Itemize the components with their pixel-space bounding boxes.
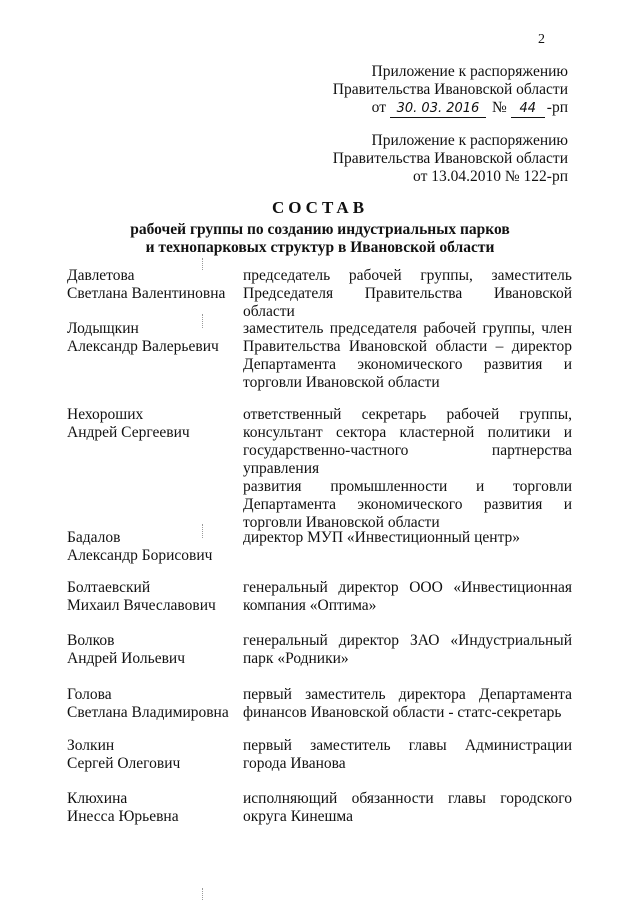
member-name-line: Михаил Вячеславович — [67, 597, 216, 614]
document-subtitle-line: рабочей группы по созданию индустриальных парков — [130, 221, 510, 238]
member-name — [67, 529, 243, 565]
member-role-line: первый заместитель главы Администрации — [243, 737, 572, 754]
member-name-line: Давлетова — [67, 267, 135, 284]
member-role-line: торговли Ивановской области — [243, 374, 440, 391]
member-role — [243, 267, 572, 321]
member-role-line: исполняющий обязанности главы городского — [243, 790, 572, 807]
member-role — [243, 686, 572, 722]
header-line: от 13.04.2010 № 122-рп — [413, 168, 568, 185]
from-label: от — [371, 99, 386, 116]
member-row — [67, 320, 572, 392]
member-role — [243, 579, 572, 615]
member-name-line: Александр Валерьевич — [67, 338, 219, 355]
member-role — [243, 320, 572, 392]
member-name-line: Инесса Юрьевна — [67, 808, 179, 825]
member-name — [67, 267, 243, 321]
member-name — [67, 579, 243, 615]
member-role-line: Департамента экономического развития и — [243, 356, 572, 373]
member-role-line: торговли Ивановской области — [243, 514, 440, 531]
member-name-line: Лодыщкин — [67, 320, 139, 337]
member-name-line: Нехороших — [67, 406, 144, 423]
scan-artifact — [202, 888, 204, 900]
document-subtitle-line: и технопарковых структур в Ивановской области — [145, 239, 495, 256]
member-row — [67, 686, 572, 722]
member-row — [67, 529, 572, 565]
member-row — [67, 267, 572, 321]
member-role-line: генеральный директор ЗАО «Индустриальный — [243, 632, 572, 649]
member-role-line: округа Кинешма — [243, 808, 354, 825]
member-role-line: директор МУП «Инвестиционный центр» — [243, 529, 521, 546]
member-role-line: ответственный секретарь рабочей группы, — [243, 406, 572, 423]
member-row — [67, 632, 572, 668]
member-role-line: генеральный директор ООО «Инвестиционная — [243, 579, 572, 596]
header-line: Приложение к распоряжению — [371, 63, 568, 80]
member-name-line: Светлана Валентиновна — [67, 285, 226, 302]
member-role-line: государственно-частного партнерства управления — [243, 442, 572, 477]
member-role — [243, 737, 572, 773]
member-role-line: Департамента экономического развития и — [243, 496, 572, 513]
scan-artifact — [202, 258, 204, 270]
appendix-header-current — [333, 63, 568, 118]
member-name-line: Сергей Олегович — [67, 755, 181, 772]
page-number: 2 — [538, 32, 545, 47]
member-name-line: Андрей Сергеевич — [67, 424, 190, 441]
member-name-line: Голова — [67, 686, 112, 703]
scan-artifact — [202, 524, 204, 538]
member-role-line: первый заместитель директора Департамента — [243, 686, 572, 703]
member-name-line: Клюхина — [67, 790, 128, 807]
member-name-line: Светлана Владимировна — [67, 704, 229, 721]
member-role-line: Правительства Ивановской области – директор — [243, 338, 572, 355]
member-role-line: финансов Ивановской области - статс-секретарь — [243, 704, 562, 721]
member-name-line: Болтаевский — [67, 579, 151, 596]
member-role-line: заместитель председателя рабочей группы, член — [243, 320, 572, 337]
member-row — [67, 579, 572, 615]
member-role — [243, 790, 572, 826]
header-line: Правительства Ивановской области — [332, 81, 568, 98]
member-role-line: развития промышленности и торговли — [243, 478, 572, 495]
member-role-line: города Иванова — [243, 755, 346, 772]
header-line: Правительства Ивановской области — [332, 150, 568, 167]
member-name — [67, 632, 243, 668]
member-role-line: компания «Оптима» — [243, 597, 377, 614]
member-row — [67, 406, 572, 532]
member-role — [243, 529, 572, 565]
member-name-line: Бадалов — [67, 529, 121, 546]
member-name — [67, 320, 243, 392]
header-date-line — [333, 99, 568, 118]
member-name — [67, 406, 243, 532]
member-row — [67, 790, 572, 826]
member-role-line: парк «Родники» — [243, 650, 349, 667]
member-role-line: консультант сектора кластерной политики и — [243, 424, 572, 441]
document-title-block — [0, 197, 640, 257]
number-sign: № — [491, 99, 507, 116]
header-line: Приложение к распоряжению — [371, 132, 568, 149]
member-row — [67, 737, 572, 773]
member-role — [243, 406, 572, 532]
member-name-line: Александр Борисович — [67, 547, 213, 564]
member-role — [243, 632, 572, 668]
document-title: СОСТАВ — [271, 198, 369, 217]
handwritten-number: 44 — [511, 101, 545, 118]
member-name — [67, 737, 243, 773]
handwritten-date: 30. 03. 2016 — [390, 101, 486, 118]
member-name-line: Андрей Иольевич — [67, 650, 186, 667]
member-name — [67, 790, 243, 826]
order-suffix: -рп — [546, 99, 568, 116]
scan-artifact — [202, 314, 204, 328]
member-name — [67, 686, 243, 722]
member-role-line: Председателя Правительства Ивановской области — [243, 285, 572, 320]
appendix-header-original — [333, 132, 568, 186]
member-role-line: председатель рабочей группы, заместитель — [243, 267, 572, 284]
member-name-line: Золкин — [67, 737, 115, 754]
member-name-line: Волков — [67, 632, 115, 649]
